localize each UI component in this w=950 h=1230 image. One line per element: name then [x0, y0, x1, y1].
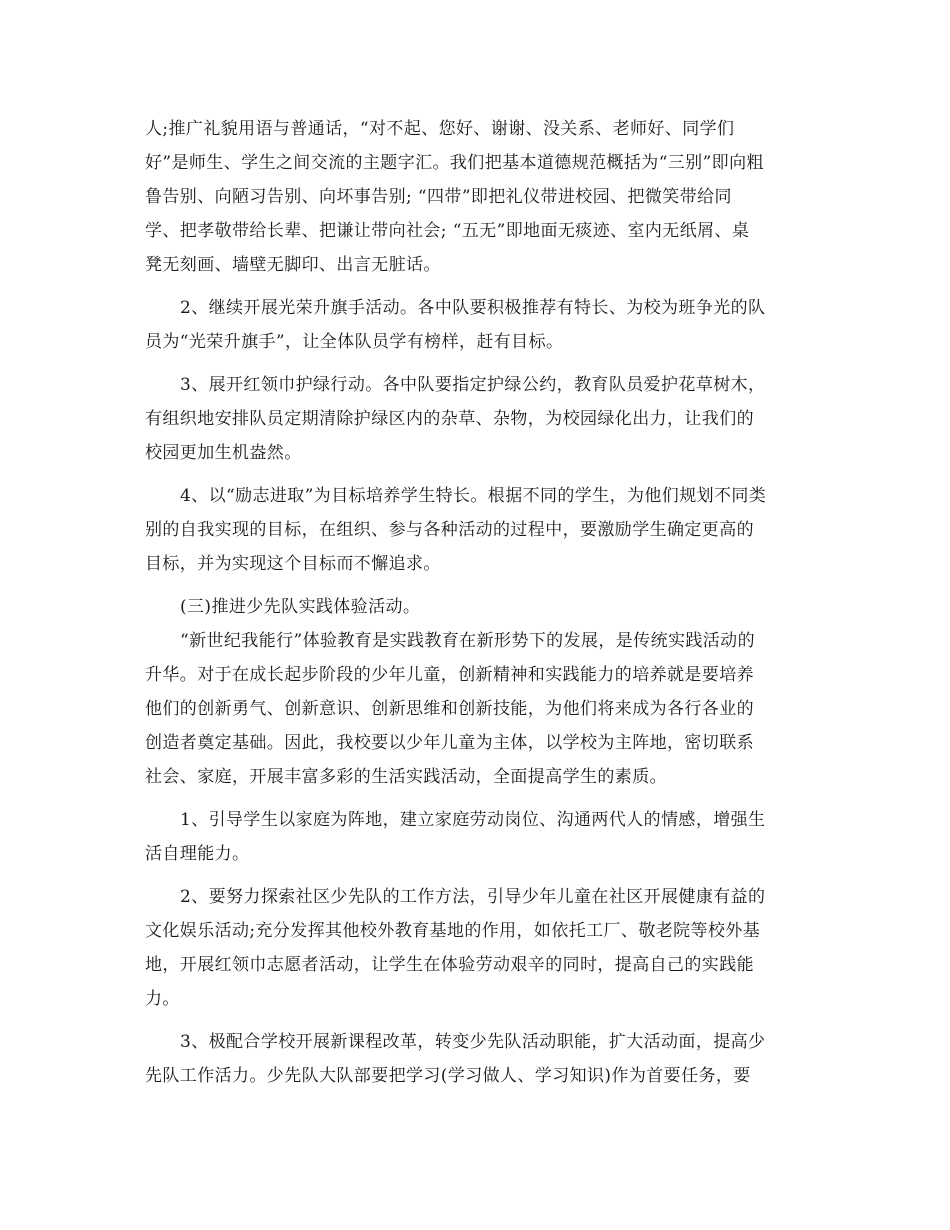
text-line: 1、引导学生以家庭为阵地，建立家庭劳动岗位、沟通两代人的情感，增强生 — [180, 810, 766, 830]
text-line: 4、以“励志进取”为目标培养学生特长。根据不同的学生，为他们规划不同类 — [180, 486, 767, 506]
text-line: 学、把孝敬带给长辈、把谦让带向社会; “五无”即地面无痰迹、室内无纸屑、桌 — [145, 221, 750, 241]
text-line: 创造者奠定基础。因此，我校要以少年儿童为主体，以学校为主阵地，密切联系 — [145, 733, 754, 753]
text-line: 2、要努力探索社区少先队的工作方法，引导少年儿童在社区开展健康有益的 — [180, 887, 766, 907]
text-line: 文化娱乐活动;充分发挥其他校外教育基地的作用，如依托工厂、敬老院等校外基 — [145, 921, 761, 941]
text-line: 好”是师生、学生之间交流的主题字汇。我们把基本道德规范概括为“三别”即向粗 — [145, 153, 764, 173]
text-line: 目标，并为实现这个目标而不懈追求。 — [145, 554, 441, 574]
text-line: 员为“光荣升旗手”，让全体队员学有榜样，赶有目标。 — [145, 332, 564, 352]
text-line: 他们的创新勇气、创新意识、创新思维和创新技能，为他们将来成为各行各业的 — [145, 699, 754, 719]
text-line: “新世纪我能行”体验教育是实践教育在新形势下的发展，是传统实践活动的 — [180, 631, 755, 651]
text-line: 3、极配合学校开展新课程改革，转变少先队活动职能，扩大活动面，提高少 — [180, 1032, 766, 1052]
text-line: 鲁告别、向陋习告别、向坏事告别; “四带”即把礼仪带进校园、把微笑带给同 — [145, 187, 732, 207]
text-line: 有组织地安排队员定期清除护绿区内的杂草、杂物，为校园绿化出力，让我们的 — [145, 409, 754, 429]
section-heading: (三)推进少先队实践体验活动。 — [180, 597, 421, 617]
text-line: 活自理能力。 — [145, 844, 250, 864]
text-line: 人;推广礼貌用语与普通话，“对不起、您好、谢谢、没关系、老师好、同学们 — [145, 119, 735, 139]
text-line: 别的自我实现的目标，在组织、参与各种活动的过程中，要激励学生确定更高的 — [145, 520, 754, 540]
text-line: 力。 — [145, 989, 180, 1009]
text-line: 地，开展红领巾志愿者活动，让学生在体验劳动艰辛的同时，提高自己的实践能 — [145, 955, 754, 975]
text-line: 先队工作活力。少先队大队部要把学习(学习做人、学习知识)作为首要任务，要 — [145, 1066, 751, 1086]
text-line: 社会、家庭，开展丰富多彩的生活实践活动，全面提高学生的素质。 — [145, 767, 667, 787]
text-line: 校园更加生机盎然。 — [145, 443, 302, 463]
text-line: 2、继续开展光荣升旗手活动。各中队要积极推荐有特长、为校为班争光的队 — [180, 298, 766, 318]
text-line: 凳无刻画、墙壁无脚印、出言无脏话。 — [145, 255, 441, 275]
text-line: 升华。对于在成长起步阶段的少年儿童，创新精神和实践能力的培养就是要培养 — [145, 665, 754, 685]
text-line: 3、展开红领巾护绿行动。各中队要指定护绿公约，教育队员爱护花草树木， — [180, 375, 766, 395]
